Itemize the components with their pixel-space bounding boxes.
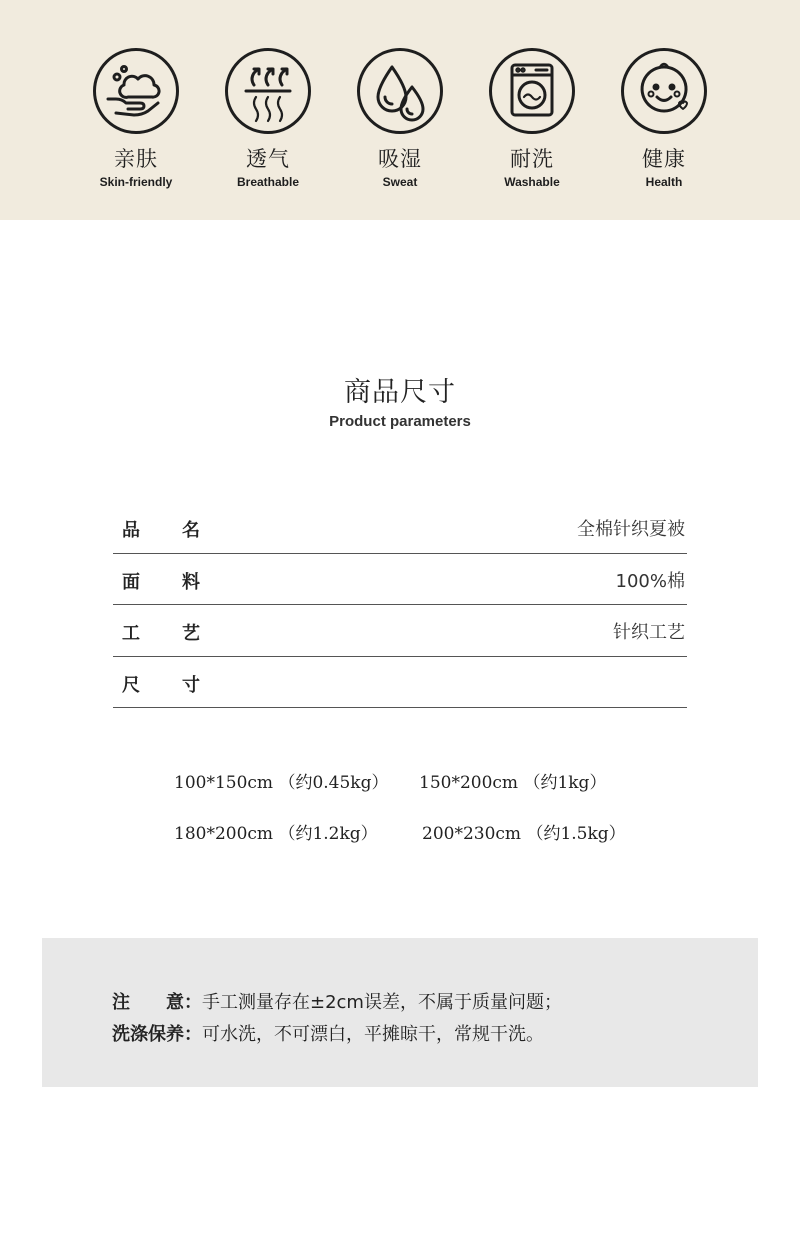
feature-label-cn: 亲肤 <box>114 147 158 171</box>
feature-skin-friendly <box>76 48 196 189</box>
section-title-en: Product parameters <box>329 413 471 430</box>
notice-text: 手工测量存在±2cm误差，不属于质量问题； <box>202 992 562 1013</box>
size-option: 100*150cm （约0.45kg） <box>174 773 389 793</box>
water-drops-icon <box>357 48 443 134</box>
feature-banner <box>0 0 800 220</box>
param-label <box>122 568 212 594</box>
feature-label-cn: 透气 <box>246 147 290 171</box>
feature-washable <box>472 48 592 189</box>
feature-label-en: Skin-friendly <box>99 175 173 189</box>
param-label-char: 寸 <box>182 674 200 696</box>
feature-health <box>604 48 724 189</box>
param-label-char: 面 <box>122 571 140 593</box>
section-title <box>0 370 800 430</box>
size-option: 200*230cm （约1.5kg） <box>422 824 626 844</box>
param-label-char: 艺 <box>182 623 200 644</box>
param-value: 100%棉 <box>615 570 685 592</box>
param-row-craft <box>113 605 687 657</box>
param-label-char: 尺 <box>122 674 140 696</box>
param-label-char: 料 <box>182 571 200 593</box>
param-row-size <box>113 657 687 709</box>
feature-sweat <box>340 48 460 189</box>
param-label-char: 名 <box>182 520 200 541</box>
baby-face-icon <box>621 48 707 134</box>
size-option: 180*200cm （约1.2kg） <box>174 824 378 844</box>
size-option: 150*200cm （约1kg） <box>419 773 607 793</box>
washing-machine-icon <box>489 48 575 134</box>
param-value: 全棉针织夏被 <box>577 519 685 540</box>
notice-key: 洗涤保养： <box>112 1024 202 1045</box>
feature-label-cn: 耐洗 <box>510 147 554 171</box>
feature-label-cn: 健康 <box>642 147 686 171</box>
product-params-table <box>113 502 687 708</box>
care-notice <box>42 938 758 1087</box>
feature-label-en: Health <box>645 175 683 189</box>
param-label-char: 品 <box>122 520 140 541</box>
notice-care <box>112 1020 544 1046</box>
feature-breathable <box>208 48 328 189</box>
feature-label-cn: 吸湿 <box>378 147 422 171</box>
notice-text: 可水洗，不可漂白，平摊晾干，常规干洗。 <box>202 1024 544 1045</box>
notice-key: 注 意： <box>112 992 202 1013</box>
hand-foam-icon <box>93 48 179 134</box>
feature-label-en: Breathable <box>236 175 300 189</box>
param-label <box>122 619 212 645</box>
feature-label-en: Washable <box>504 175 560 189</box>
section-title-cn: 商品尺寸 <box>344 377 456 408</box>
param-label <box>122 516 212 542</box>
feature-label-en: Sweat <box>382 175 418 189</box>
param-label-char: 工 <box>122 623 140 644</box>
param-row-material <box>113 554 687 606</box>
breathable-arrows-icon <box>225 48 311 134</box>
param-label <box>122 671 212 697</box>
param-value: 针织工艺 <box>613 622 685 643</box>
param-row-name <box>113 502 687 554</box>
notice-measurement <box>112 988 562 1014</box>
